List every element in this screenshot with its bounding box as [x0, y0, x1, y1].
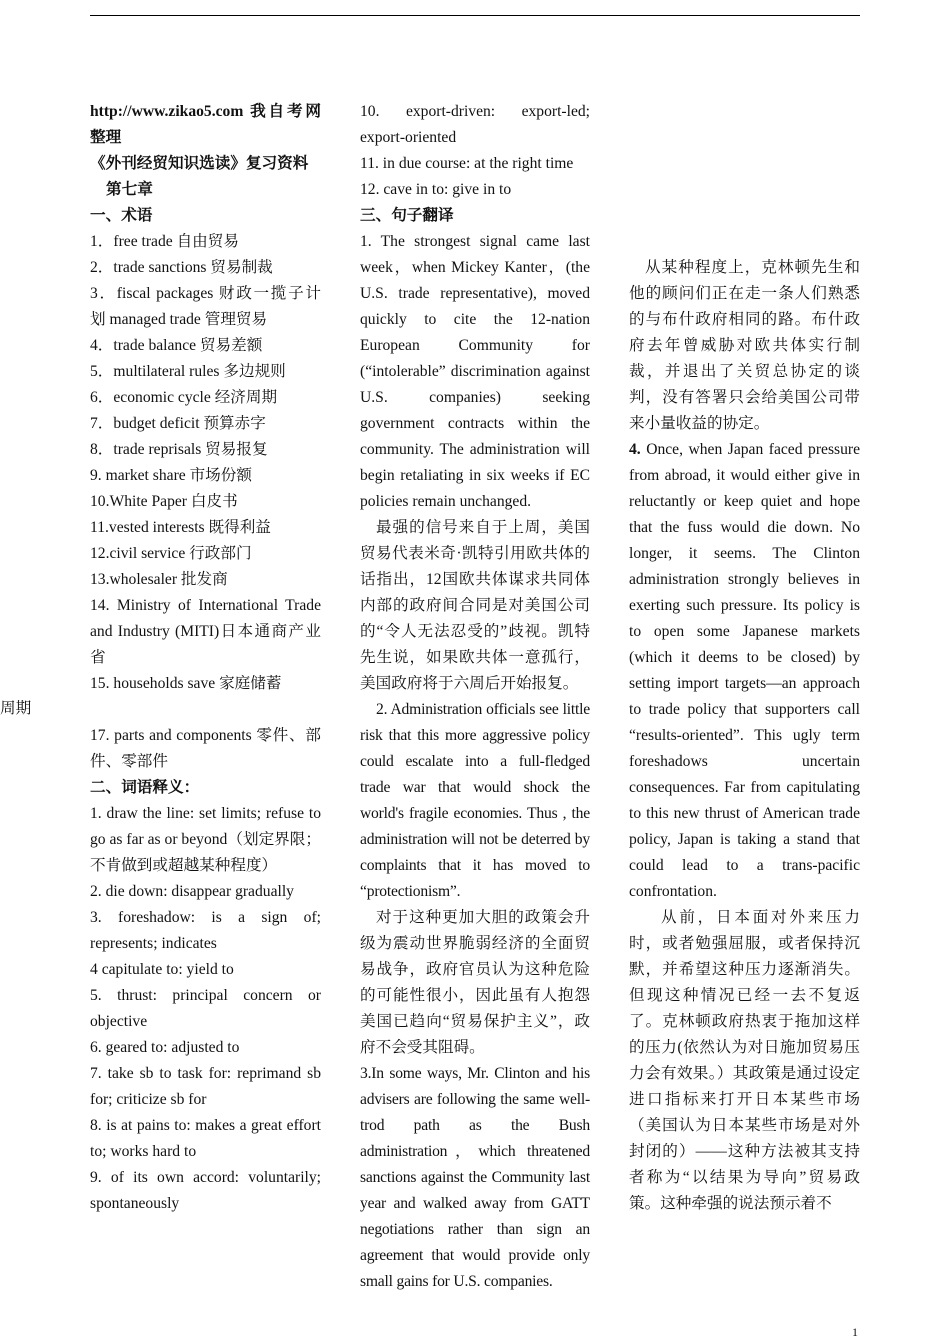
sentence-4-english: 4. Once, when Japan faced pressure from abroad, it would either give in reluctantly or keep quiet and hope that the fuss would die down. No longer, it seems. The Clinton administration strongly believes in exerting such pressure. Its policy is to open some Japanese markets (which it deems to be closed) by setting import targets—an approach to trade policy that supporters call “results-oriented”. This ugly term foreshadows uncertain consequences. Far from capitulating to this new thrust of American trade policy, Japan is taking a stand that could lead to a trans-pacific confrontation. [629, 441, 860, 900]
term-item: 13.wholesaler 批发商 [90, 571, 228, 588]
term-item: 15. households save 家庭储蓄 [90, 675, 282, 692]
page-number: 1 [852, 1325, 858, 1339]
sentence-2-chinese: 对于这种更加大胆的政策会升级为震动世界脆弱经济的全面贸易战争，政府官员认为这种危险的可能性很小，因此虽有人抱怨美国已趋向“贸易保护主义”，政府不会受其阻碍。 [360, 909, 590, 1056]
header-rule [90, 15, 860, 16]
source-line: http://www.zikao5.com 我自考网整理 [90, 103, 321, 146]
definition-item: 10. export-driven: export-led; export-oriented [360, 103, 590, 146]
term-item: 6．economic cycle 经济周期 [90, 389, 278, 406]
column-1 [90, 99, 321, 1217]
term-item: 9. market share 市场份额 [90, 467, 252, 484]
definition-item: 7. take sb to task for: reprimand sb for; criticize sb for [90, 1065, 321, 1108]
term-item: 2．trade sanctions 贸易制裁 [90, 259, 273, 276]
sentence-2-english: 2. Administration officials see little risk that this more aggressive policy could escalate into a full-fledged trade war that would shock the world's fragile economies. Thus , the administration will not be deterred by complaints that it has moved to “protectionism”. [360, 701, 590, 900]
term-item: 11.vested interests 既得利益 [90, 519, 271, 536]
term-item: 8．trade reprisals 贸易报复 [90, 441, 268, 458]
sentence-3-english-part: 3.In some ways, Mr. Clinton and his advisers are following the same well-trod path as the Bush administration，which threatened sanctions against the Community last year and walked away from GATT negotiations rather than sign an agreement that would provide only small gains for U.S. companies. [360, 1065, 590, 1290]
margin-fragment: 周期 [0, 700, 32, 717]
definition-item: 12. cave in to: give in to [360, 181, 512, 198]
definition-item: 4 capitulate to: yield to [90, 961, 234, 978]
blank-line [90, 697, 321, 723]
sentence-3-chinese: 从某种程度上，克林顿先生和他的顾问们正在走一条人们熟悉的与布什政府相同的路。布什政府去年曾威胁对欧共体实行制裁，并退出了关贸总协定的谈判，没有答署只会给美国公司带来小量收益的协定。 [629, 259, 860, 432]
source-url[interactable]: http://www.zikao5.com [90, 103, 244, 120]
definitions-heading: 二、词语释义： [90, 779, 200, 796]
term-item: 4．trade balance 贸易差额 [90, 337, 263, 354]
terms-heading: 一、术语 [90, 207, 153, 224]
definition-item: 9. of its own accord: voluntarily; spontaneously [90, 1169, 321, 1212]
sentence-1-chinese: 最强的信号来自于上周，美国贸易代表米奇·凯特引用欧共体的话指出，12国欧共体谋求共同体内部的政府间合同是对美国公司的“令人无法忍受的”歧视。凯特先生说，如果欧共体一意孤行，美国政府将于六周后开始报复。 [360, 519, 590, 692]
sentence-4-chinese: 从前，日本面对外来压力时，或者勉强屈服，或者保持沉默，并希望这种压力逐渐消失。但现这种情况已经一去不复返了。克林顿政府热衷于拖加这样的压力(依然认为对日施加贸易压力会有效果。）其政策是通过设定进口指标来打开日本某些市场（美国认为日本某些市场是对外封闭的）——这种方法被其支持者称为“以结果为导向”贸易政策。这种牵强的说法预示着不 [629, 909, 860, 1212]
definition-item: 1. draw the line: set limits; refuse to go as far as or beyond（划定界限；不肯做到或超越某种程度） [90, 805, 321, 874]
term-item: 14. Ministry of International Trade and Industry (MITI)日本通商产业省 [90, 597, 321, 666]
definition-item: 11. in due course: at the right time [360, 155, 574, 172]
term-item: 1．free trade 自由贸易 [90, 233, 239, 250]
definition-item: 5. thrust: principal concern or objective [90, 987, 321, 1030]
column-3 [629, 99, 860, 1217]
term-item: 5．multilateral rules 多边规则 [90, 363, 286, 380]
chapter-heading: 第七章 [106, 181, 153, 198]
definition-item: 6. geared to: adjusted to [90, 1039, 240, 1056]
translations-heading: 三、句子翻译 [360, 207, 454, 224]
column-2 [360, 99, 590, 1295]
definition-item: 3. foreshadow: is a sign of; represents; indicates [90, 909, 321, 952]
definition-item: 2. die down: disappear gradually [90, 883, 294, 900]
course-title: 《外刊经贸知识选读》复习资料 [90, 155, 309, 172]
sentence-1-english: 1. The strongest signal came last week，when Mickey Kanter，(the U.S. trade representative), moved quickly to cite the 12-nation European Community for (“intolerable” discrimination against U.S. companies) seeking government contracts within the community. The administration will begin retaliating in six weeks if EC policies remain unchanged. [360, 233, 590, 510]
term-item: 17. parts and components 零件、部件、零部件 [90, 727, 321, 770]
term-item: 12.civil service 行政部门 [90, 545, 252, 562]
term-item: 3．fiscal packages 财政一揽子计划 managed trade 管理贸易 [90, 285, 321, 328]
definition-item: 8. is at pains to: makes a great effort to; works hard to [90, 1117, 321, 1160]
term-item: 10.White Paper 白皮书 [90, 493, 238, 510]
term-item: 7．budget deficit 预算赤字 [90, 415, 266, 432]
